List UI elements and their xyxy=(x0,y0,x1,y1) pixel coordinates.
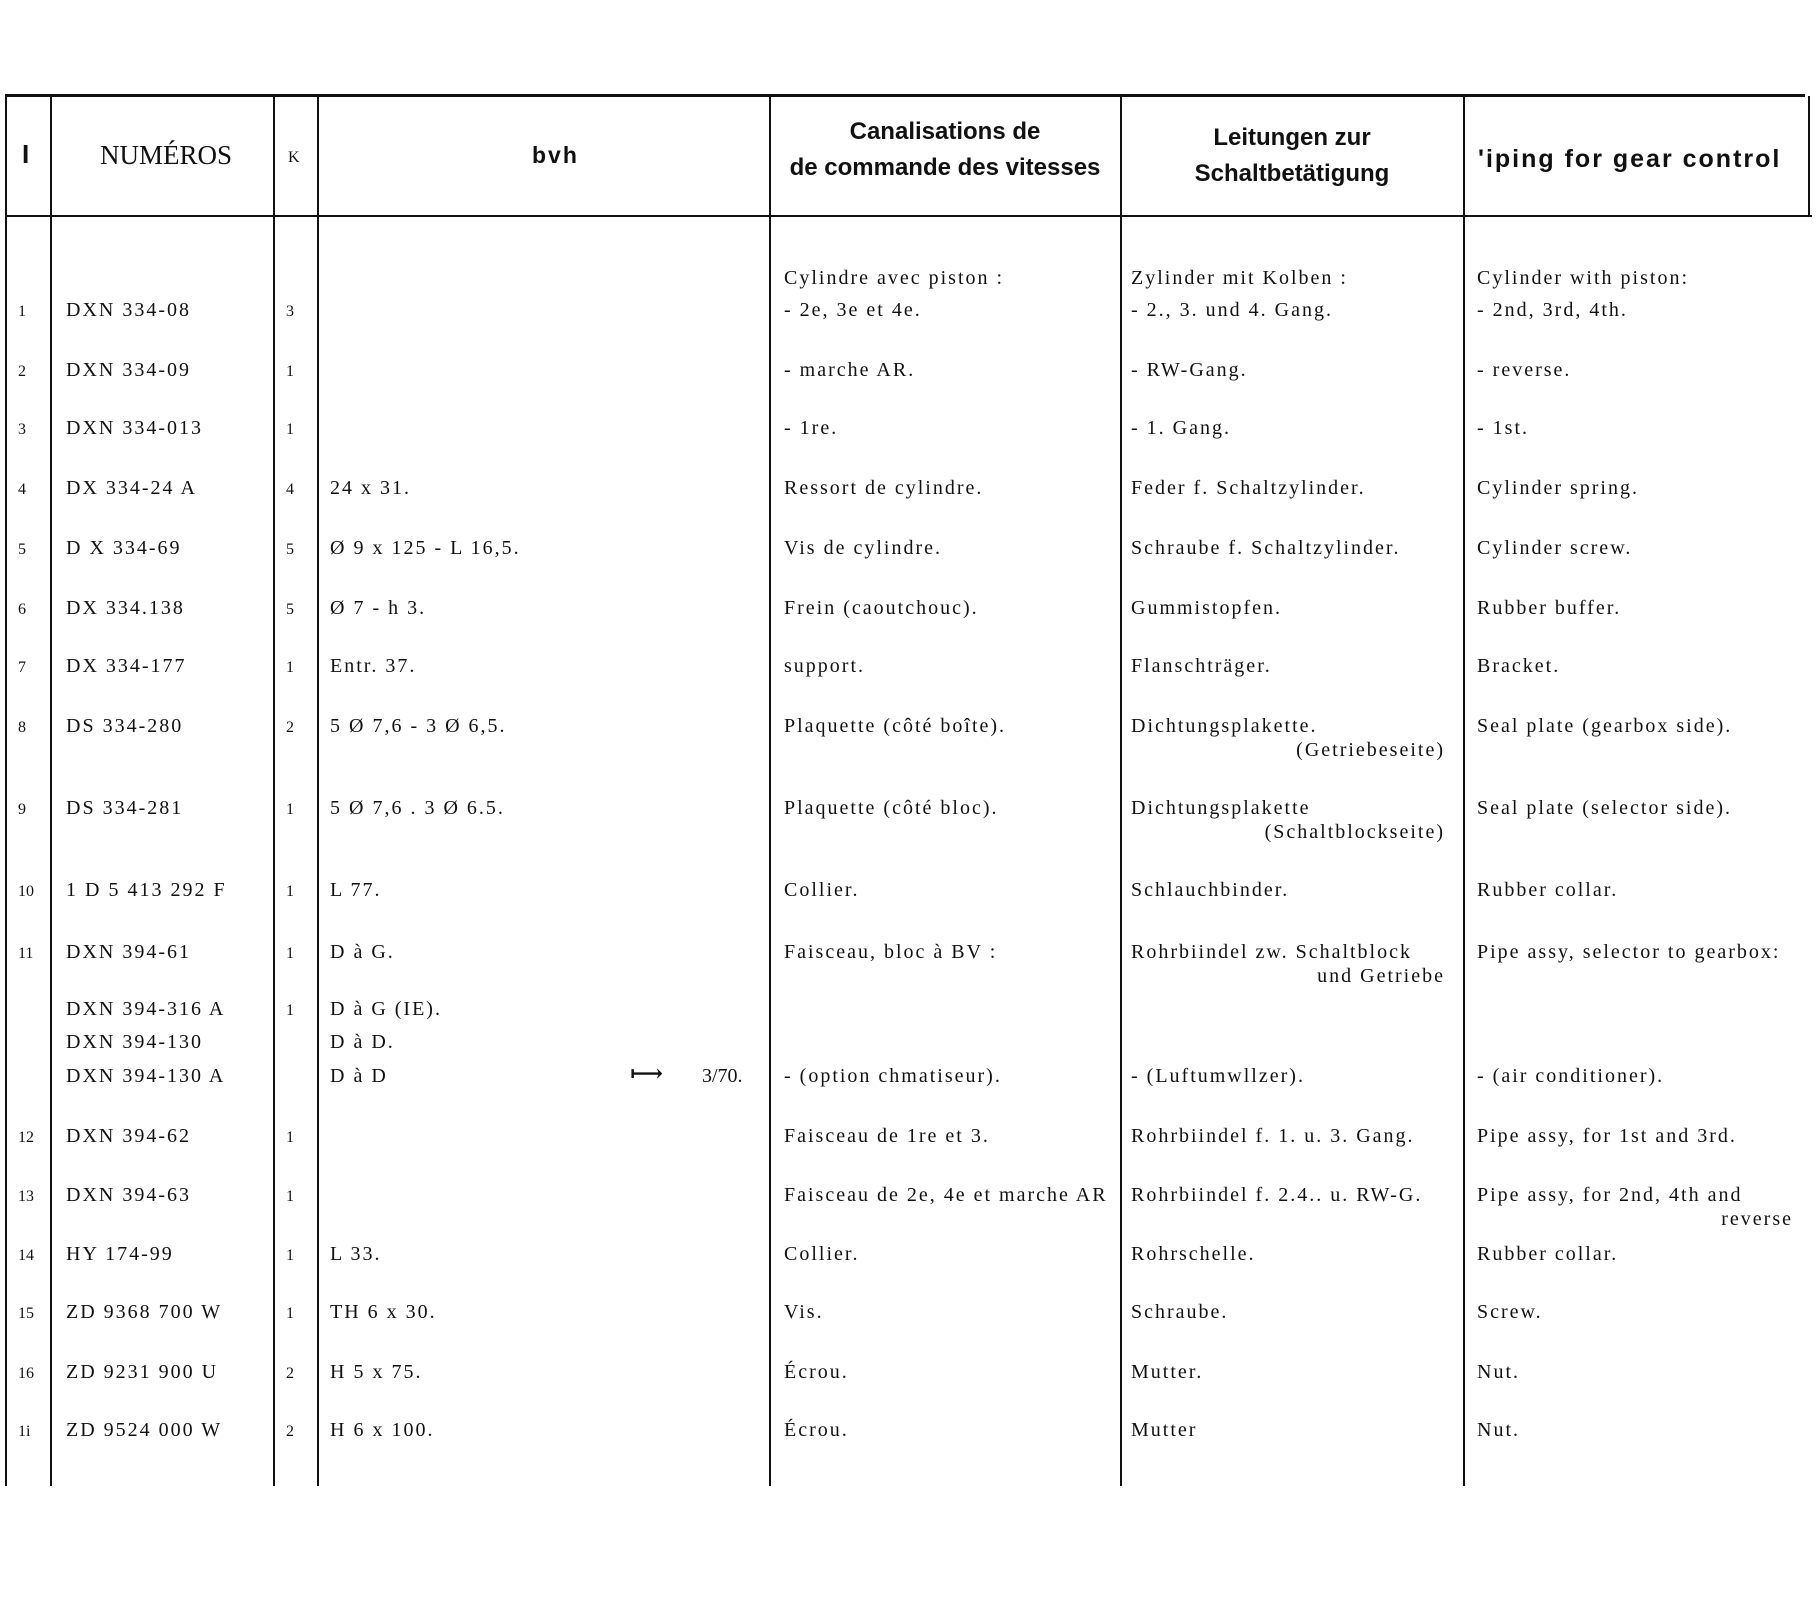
part-number: DS 334-281 xyxy=(66,797,184,819)
part-number: ZD 9524 000 W xyxy=(66,1419,223,1441)
part-number: ZD 9368 700 W xyxy=(66,1301,223,1323)
english-description-cont: reverse xyxy=(1721,1208,1793,1230)
french-description: Ressort de cylindre. xyxy=(784,477,984,499)
row-qty: 1 xyxy=(286,363,294,380)
row-index: 2 xyxy=(18,363,26,380)
french-description: Plaquette (côté boîte). xyxy=(784,715,1007,737)
german-description: Rohrbiindel zw. Schaltblock xyxy=(1131,941,1412,963)
french-description: Vis de cylindre. xyxy=(784,537,942,559)
row-dimensions: TH 6 x 30. xyxy=(330,1301,437,1323)
header-french-line1: Canalisations de xyxy=(849,118,1041,145)
col-divider-2 xyxy=(273,96,275,1486)
english-description: - reverse. xyxy=(1477,359,1572,381)
col-divider-6 xyxy=(1463,96,1465,1486)
header-german-line2: Schaltbetätigung xyxy=(1194,160,1390,187)
row-qty: 1 xyxy=(286,1129,294,1146)
row-index: 15 xyxy=(18,1305,34,1322)
german-description-cont: (Getriebeseite) xyxy=(1296,739,1445,761)
english-description: - 1st. xyxy=(1477,417,1529,439)
french-description: - marche AR. xyxy=(784,359,916,381)
header-german-line1: Leitungen zur xyxy=(1213,124,1371,151)
part-number: DXN 394-130 A xyxy=(66,1065,226,1087)
header-qty: K xyxy=(288,149,300,166)
header-german xyxy=(1122,120,1462,192)
row-index: 6 xyxy=(18,601,26,618)
german-description: Rohrschelle. xyxy=(1131,1243,1256,1265)
german-description: Schraube f. Schaltzylinder. xyxy=(1131,537,1401,559)
row-index: 1i xyxy=(18,1423,31,1440)
row-qty: 1 xyxy=(286,659,294,676)
col-divider-5 xyxy=(1120,96,1122,1486)
french-description: - 2e, 3e et 4e. xyxy=(784,299,922,321)
french-description: Frein (caoutchouc). xyxy=(784,597,979,619)
row-dimensions: H 5 x 75. xyxy=(330,1361,423,1383)
part-number: DXN 394-61 xyxy=(66,941,191,963)
german-description: Dichtungsplakette xyxy=(1131,797,1311,819)
row-dimensions: L 33. xyxy=(330,1243,382,1265)
row-qty: 1 xyxy=(286,1247,294,1264)
header-index: I xyxy=(22,139,30,169)
row-qty: 5 xyxy=(286,541,294,558)
french-description: support. xyxy=(784,655,865,677)
row-qty: 2 xyxy=(286,1423,294,1440)
row-qty: 5 xyxy=(286,601,294,618)
german-description: Dichtungsplakette. xyxy=(1131,715,1318,737)
row-dimensions: 5 Ø 7,6 . 3 Ø 6.5. xyxy=(330,797,505,819)
row-index: 13 xyxy=(18,1188,34,1205)
row-dimensions: D à G. xyxy=(330,941,395,963)
row-dimensions: D à G (IE). xyxy=(330,998,442,1020)
german-description: - 2., 3. und 4. Gang. xyxy=(1131,299,1333,321)
row-dimensions: Ø 7 - h 3. xyxy=(330,597,427,619)
english-description: - 2nd, 3rd, 4th. xyxy=(1477,299,1628,321)
row-dimensions: D à D xyxy=(330,1065,388,1087)
french-description: - 1re. xyxy=(784,417,839,439)
row-qty: 1 xyxy=(286,945,294,962)
german-description-cont: (Schaltblockseite) xyxy=(1264,821,1445,843)
row-qty: 1 xyxy=(286,801,294,818)
german-description: Mutter. xyxy=(1131,1361,1204,1383)
row-dimensions: 5 Ø 7,6 - 3 Ø 6,5. xyxy=(330,715,507,737)
row-qty: 1 xyxy=(286,421,294,438)
german-description: Schraube. xyxy=(1131,1301,1229,1323)
german-description: - 1. Gang. xyxy=(1131,417,1231,439)
german-description: - RW-Gang. xyxy=(1131,359,1248,381)
english-description-heading: Cylinder with piston: xyxy=(1477,267,1689,289)
part-number: DXN 394-130 xyxy=(66,1031,203,1053)
row-index: 10 xyxy=(18,883,34,900)
french-description: Faisceau, bloc à BV : xyxy=(784,941,998,963)
row-index: 3 xyxy=(18,421,26,438)
col-divider-7 xyxy=(1808,96,1810,216)
row-date-note: 3/70. xyxy=(702,1065,743,1087)
part-number: DX 334-177 xyxy=(66,655,187,677)
german-description: Rohrbiindel f. 2.4.. u. RW-G. xyxy=(1131,1184,1423,1206)
part-number: DXN 394-63 xyxy=(66,1184,191,1206)
english-description: Pipe assy, for 2nd, 4th and xyxy=(1477,1184,1743,1206)
header-english: 'iping for gear control xyxy=(1478,145,1782,173)
row-qty: 3 xyxy=(286,303,294,320)
french-description: Vis. xyxy=(784,1301,824,1323)
part-number: DX 334.138 xyxy=(66,597,185,619)
row-dimensions: 24 x 31. xyxy=(330,477,411,499)
header-dims: bvh xyxy=(532,142,579,168)
row-dimensions: L 77. xyxy=(330,879,382,901)
part-number: DS 334-280 xyxy=(66,715,184,737)
row-qty: 2 xyxy=(286,719,294,736)
german-description: Gummistopfen. xyxy=(1131,597,1282,619)
french-description: Écrou. xyxy=(784,1361,849,1383)
french-description: - (option chmatiseur). xyxy=(784,1065,1002,1087)
col-divider-3 xyxy=(317,96,319,1486)
part-number: DXN 334-013 xyxy=(66,417,203,439)
part-number: DX 334-24 A xyxy=(66,477,197,499)
english-description: Bracket. xyxy=(1477,655,1561,677)
header-french xyxy=(771,114,1119,186)
german-description: Schlauchbinder. xyxy=(1131,879,1290,901)
row-qty: 1 xyxy=(286,1188,294,1205)
french-description: Collier. xyxy=(784,879,860,901)
arrow-icon: ⟼ xyxy=(630,1061,663,1086)
english-description: Screw. xyxy=(1477,1301,1543,1323)
header-french-line2: de commande des vitesses xyxy=(789,154,1101,181)
col-divider-4 xyxy=(769,96,771,1486)
english-description: Rubber buffer. xyxy=(1477,597,1622,619)
part-number: D X 334-69 xyxy=(66,537,182,559)
french-description-heading: Cylindre avec piston : xyxy=(784,267,1005,289)
french-description: Écrou. xyxy=(784,1419,849,1441)
row-index: 9 xyxy=(18,801,26,818)
row-index: 4 xyxy=(18,481,26,498)
german-description-heading: Zylinder mit Kolben : xyxy=(1131,267,1348,289)
row-index: 8 xyxy=(18,719,26,736)
part-number: ZD 9231 900 U xyxy=(66,1361,219,1383)
english-description: Rubber collar. xyxy=(1477,1243,1619,1265)
row-index: 5 xyxy=(18,541,26,558)
english-description: Pipe assy, for 1st and 3rd. xyxy=(1477,1125,1737,1147)
french-description: Faisceau de 1re et 3. xyxy=(784,1125,990,1147)
german-description: Rohrbiindel f. 1. u. 3. Gang. xyxy=(1131,1125,1415,1147)
row-index: 11 xyxy=(18,945,34,962)
french-description: Plaquette (côté bloc). xyxy=(784,797,999,819)
part-number: HY 174-99 xyxy=(66,1243,174,1265)
french-description: Collier. xyxy=(784,1243,860,1265)
col-divider-0 xyxy=(5,96,7,1486)
part-number: 1 D 5 413 292 F xyxy=(66,879,227,901)
german-description: Flanschträger. xyxy=(1131,655,1272,677)
part-number: DXN 394-316 A xyxy=(66,998,226,1020)
row-qty: 1 xyxy=(286,1002,294,1019)
english-description: Cylinder spring. xyxy=(1477,477,1639,499)
row-index: 1 xyxy=(18,303,26,320)
english-description: Cylinder screw. xyxy=(1477,537,1633,559)
english-description: Nut. xyxy=(1477,1419,1520,1441)
row-dimensions: Entr. 37. xyxy=(330,655,417,677)
row-index: 16 xyxy=(18,1365,34,1382)
german-description-cont: und Getriebe xyxy=(1317,965,1445,987)
row-dimensions: D à D. xyxy=(330,1031,395,1053)
col-divider-1 xyxy=(50,96,52,1486)
english-description: Rubber collar. xyxy=(1477,879,1619,901)
french-description: Faisceau de 2e, 4e et marche AR xyxy=(784,1184,1108,1206)
english-description: Pipe assy, selector to gearbox: xyxy=(1477,941,1781,963)
english-description: Nut. xyxy=(1477,1361,1520,1383)
part-number: DXN 394-62 xyxy=(66,1125,191,1147)
row-dimensions: H 6 x 100. xyxy=(330,1419,435,1441)
header-numbers: NUMÉROS xyxy=(100,140,233,170)
row-qty: 1 xyxy=(286,883,294,900)
english-description: Seal plate (selector side). xyxy=(1477,797,1733,819)
row-qty: 1 xyxy=(286,1305,294,1322)
part-number: DXN 334-09 xyxy=(66,359,191,381)
row-index: 7 xyxy=(18,659,26,676)
english-description: - (air conditioner). xyxy=(1477,1065,1665,1087)
row-qty: 4 xyxy=(286,481,294,498)
row-dimensions: Ø 9 x 125 - L 16,5. xyxy=(330,537,521,559)
part-number: DXN 334-08 xyxy=(66,299,191,321)
german-description: Feder f. Schaltzylinder. xyxy=(1131,477,1366,499)
german-description: Mutter xyxy=(1131,1419,1198,1441)
top-rule xyxy=(5,94,1805,97)
german-description: - (Luftumwllzer). xyxy=(1131,1065,1305,1087)
row-qty: 2 xyxy=(286,1365,294,1382)
row-index: 12 xyxy=(18,1129,34,1146)
english-description: Seal plate (gearbox side). xyxy=(1477,715,1733,737)
header-bottom-rule xyxy=(5,215,1812,217)
row-index: 14 xyxy=(18,1247,34,1264)
